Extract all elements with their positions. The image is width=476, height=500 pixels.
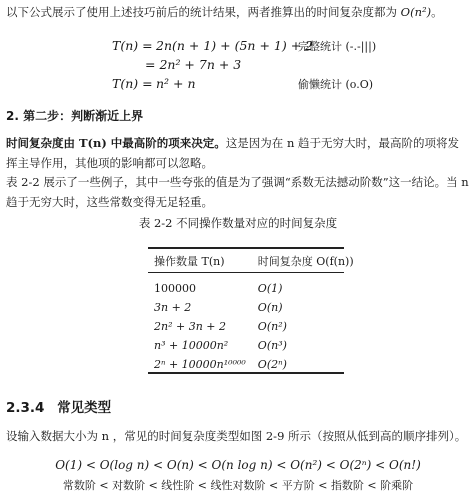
table-cell-ops: 2ⁿ + 10000n¹⁰⁰⁰⁰ [154, 358, 246, 371]
table-cell-ops: n³ + 10000n² [154, 339, 229, 352]
table-row [148, 336, 360, 355]
table-cell-complexity: O(n) [257, 301, 283, 314]
table-cell-ops: 100000 [154, 282, 196, 295]
intro-bigo: O(n²) [400, 5, 432, 19]
table-header-ops: 操作数量 T(n) [154, 254, 225, 268]
complexity-order-labels: 常数阶 < 对数阶 < 线性阶 < 线性对数阶 < 平方阶 < 指数阶 < 阶乘阶 [62, 479, 414, 492]
para1-rest: 这是因为在 n 趋于无穷大时，最高阶的项将发挥主导作用，其他项的影响都可以忽略。 [6, 136, 460, 170]
para-input-size: 设输入数据大小为 n ，常见的时间复杂度类型如图 2-9 所示（按照从低到高的顺序排列）。 [6, 429, 467, 443]
table-cell-ops: 3n + 2 [154, 301, 192, 314]
eq2-rhs: = 2n² + 7n + 3 [145, 57, 242, 72]
table-header-row [148, 248, 360, 273]
eq1-note: 完整统计 (-.-|||) [298, 40, 377, 53]
table-cell-complexity: O(1) [257, 282, 283, 295]
table-cell-complexity: O(2ⁿ) [257, 358, 287, 371]
table-row [148, 298, 360, 317]
complexity-table [148, 248, 360, 374]
section-234-heading [6, 396, 111, 416]
table-row [148, 355, 360, 374]
eq3-rhs: n² + n [156, 76, 196, 91]
section-234-title: 常见类型 [57, 400, 112, 416]
table-cell-complexity: O(n³) [257, 339, 287, 352]
intro-period: 。 [431, 5, 443, 19]
complexity-order-formula: O(1) < O(log n) < O(n) < O(n log n) < O(n²) < O(2ⁿ) < O(n!) [55, 458, 421, 472]
table-row [148, 279, 360, 298]
section-234-number: 2.3.4 [6, 400, 45, 416]
table-row [148, 317, 360, 336]
intro-text: 以下公式展示了使用上述技巧前后的统计结果，两者推算出的时间复杂度都为 [6, 5, 397, 19]
para-examples: 表 2-2 展示了一些例子，其中一些夸张的值是为了强调“系数无法撼动阶数”这一结论。当 n 趋于无穷大时，这些常数变得无足轻重。 [6, 175, 469, 209]
table-cell-ops: 2n² + 3n + 2 [154, 320, 226, 333]
para-highest-order [6, 133, 470, 173]
intro-paragraph [6, 2, 470, 22]
table-header-complexity: 时间复杂度 O(f(n)) [257, 254, 354, 268]
table-caption: 表 2-2 不同操作数量对应的时间复杂度 [138, 216, 338, 230]
eq3-note: 偷懒统计 (o.O) [298, 78, 374, 91]
para1-bold: 时间复杂度由 T(n) 中最高阶的项来决定。 [6, 136, 226, 150]
eq1-lhs: T(n) = [112, 38, 153, 53]
section-2-heading: 2. 第二步：判断渐近上界 [6, 109, 144, 123]
table-cell-complexity: O(n²) [257, 320, 287, 333]
eq3-lhs: T(n) = [112, 76, 153, 91]
eq1-rhs: 2n(n + 1) + (5n + 1) + 2 [156, 38, 314, 53]
